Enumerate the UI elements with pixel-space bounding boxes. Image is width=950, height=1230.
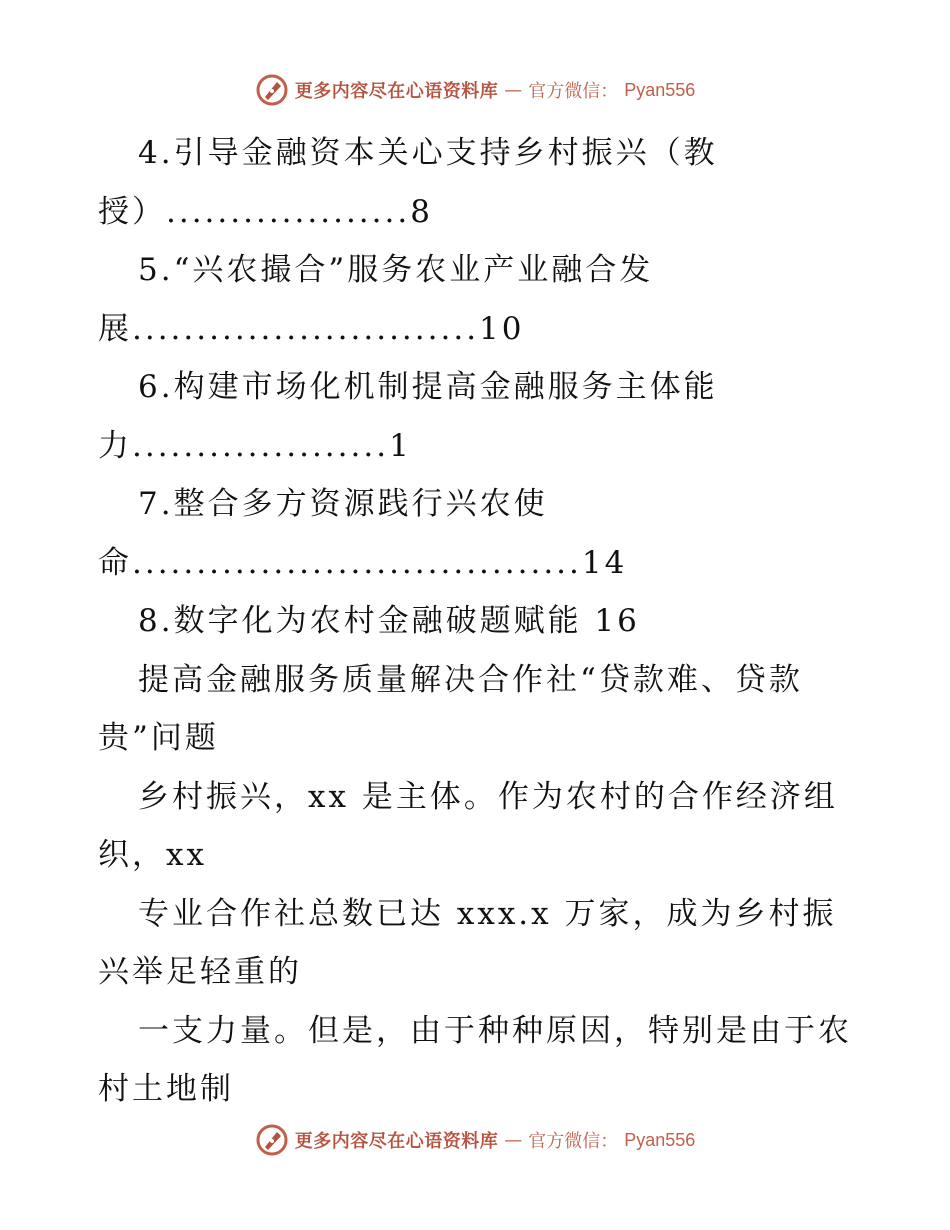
body-text-line: 乡村振兴，xx 是主体。作为农村的合作经济组	[138, 778, 838, 815]
document-body	[98, 124, 898, 1119]
toc-entry-6-leader: 力....................1	[98, 427, 412, 464]
body-text-line: 织，xx	[98, 837, 207, 873]
banner-handle: Pyan556	[624, 1129, 696, 1150]
body-text-line: 专业合作社总数已达 xxx.x 万家，成为乡村振	[138, 895, 837, 932]
body-text-line: 一支力量。但是，由于种种原因，特别是由于农	[138, 1012, 852, 1049]
header-banner	[0, 70, 950, 110]
banner-wechat-label: 官方微信：	[528, 81, 619, 102]
toc-entry-5-title: 5.“兴农撮合”服务农业产业融合发	[138, 252, 654, 288]
toc-entry-7-title: 7.整合多方资源践行兴农使	[138, 486, 548, 522]
pen-nib-logo-icon	[255, 1123, 289, 1157]
toc-entry-6-title: 6.构建市场化机制提高金融服务主体能	[138, 369, 718, 405]
banner-brand: 更多内容尽在心语资料库	[294, 81, 499, 102]
banner-brand: 更多内容尽在心语资料库	[294, 1131, 499, 1152]
toc-entry-4-leader: 授）...................8	[98, 193, 433, 230]
toc-entry-7-leader: 命...................................14	[98, 544, 628, 581]
banner-separator: —	[504, 1129, 523, 1151]
body-text-line: 村土地制	[98, 1071, 234, 1107]
toc-entry-8: 8.数字化为农村金融破题赋能 16	[138, 603, 640, 639]
banner-wechat-label: 官方微信：	[528, 1131, 619, 1152]
section-heading-line-2: 贵”问题	[98, 720, 219, 756]
banner-handle: Pyan556	[624, 79, 696, 100]
pen-nib-logo-icon	[255, 73, 289, 107]
section-heading-line-1: 提高金融服务质量解决合作社“贷款难、贷款	[138, 661, 803, 698]
toc-entry-5-leader: 展...........................10	[98, 310, 525, 347]
banner-separator: —	[504, 79, 523, 101]
body-text-line: 兴举足轻重的	[98, 954, 302, 990]
footer-banner	[0, 1120, 950, 1160]
toc-entry-4-title: 4.引导金融资本关心支持乡村振兴（教	[138, 135, 718, 171]
